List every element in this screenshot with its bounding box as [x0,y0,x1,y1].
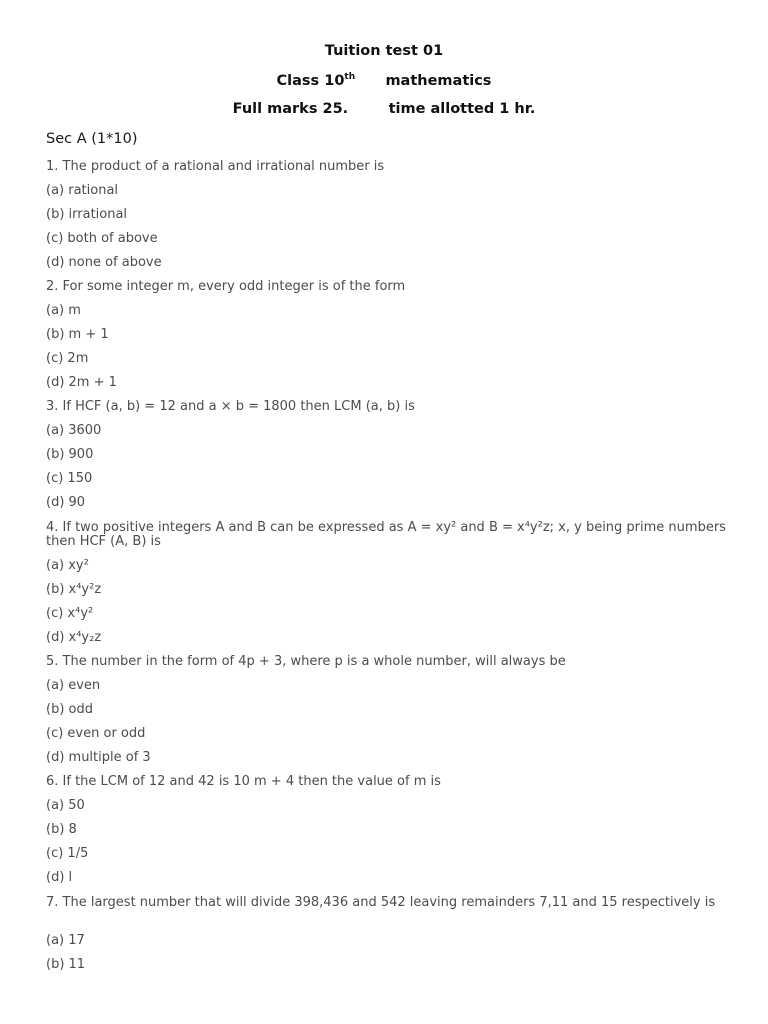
option-5b: (b) odd [46,702,93,717]
option-1b: (b) irrational [46,207,128,222]
class-label: Class 10 [276,73,345,89]
option-4b: (b) x⁴y²z [46,582,102,597]
question-3: 3. If HCF (a, b) = 12 and a × b = 1800 then LCM (a, b) is [46,399,415,414]
option-6a: (a) 50 [46,798,85,813]
option-3a: (a) 3600 [46,423,102,438]
option-6c: (c) 1/5 [46,846,89,861]
option-1c: (c) both of above [46,231,158,246]
time-allotted: time allotted 1 hr. [388,101,536,117]
question-7: 7. The largest number that will divide 398,436 and 542 leaving remainders 7,11 and 15 respectively is [46,895,716,910]
option-5a: (a) even [46,678,101,693]
question-2: 2. For some integer m, every odd integer is of the form [46,279,406,294]
option-2a: (a) m [46,303,81,318]
option-1a: (a) rational [46,183,119,198]
option-4d: (d) x⁴y₂z [46,630,102,645]
option-7a: (a) 17 [46,933,85,948]
option-6d: (d) l [46,870,73,885]
option-5d: (d) multiple of 3 [46,750,151,765]
option-5c: (c) even or odd [46,726,146,741]
option-4c: (c) x⁴y² [46,606,94,621]
option-4a: (a) xy² [46,558,89,573]
gap [348,101,388,117]
option-1d: (d) none of above [46,255,162,270]
class-superscript: th [344,72,356,82]
option-2c: (c) 2m [46,351,89,366]
option-3b: (b) 900 [46,447,94,462]
option-7b: (b) 11 [46,957,86,972]
question-4: 4. If two positive integers A and B can be expressed as A = xy² and B = x⁴y²z; x, y being prime numbers then HCF (A, B) is [46,520,726,549]
marks-time-line [0,101,768,117]
option-2d: (d) 2m + 1 [46,375,117,390]
option-2b: (b) m + 1 [46,327,109,342]
full-marks: Full marks 25. [232,101,349,117]
question-5: 5. The number in the form of 4p + 3, where p is a whole number, will always be [46,654,566,669]
gap [355,73,385,89]
question-6: 6. If the LCM of 12 and 42 is 10 m + 4 then the value of m is [46,774,441,789]
option-6b: (b) 8 [46,822,77,837]
option-3c: (c) 150 [46,471,93,486]
class-subject-line [0,72,768,89]
option-3d: (d) 90 [46,495,86,510]
subject-label: mathematics [385,73,492,89]
section-heading: Sec A (1*10) [46,131,138,147]
test-title: Tuition test 01 [324,43,444,59]
question-1: 1. The product of a rational and irrational number is [46,159,385,174]
